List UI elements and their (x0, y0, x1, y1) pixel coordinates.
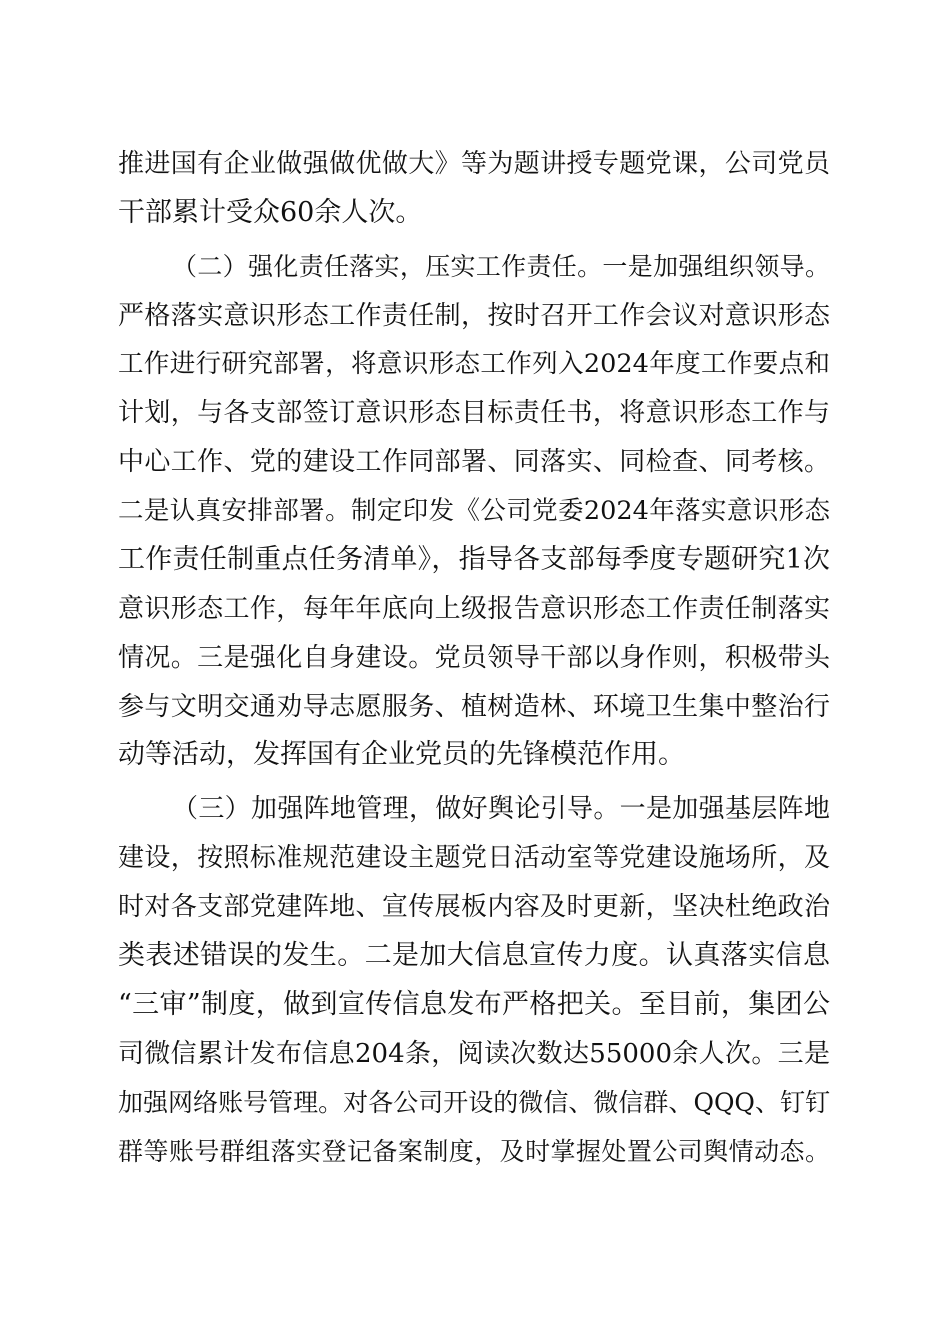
body-line: 推进国有企业做强做优做大》等为题讲授专题党课，公司党员 (118, 149, 830, 179)
body-line: 意识形态工作，每年年底向上级报告意识形态工作责任制落实 (118, 594, 830, 624)
section-heading-line: （二）强化责任落实，压实工作责任。一是加强组织领导。 (172, 252, 830, 281)
body-line: 类表述错误的发生。二是加大信息宣传力度。认真落实信息 (118, 940, 830, 971)
body-line: 工作责任制重点任务清单》，指导各支部每季度专题研究1次 (118, 544, 830, 575)
section-heading-line: （三）加强阵地管理，做好舆论引导。一是加强基层阵地 (172, 794, 830, 824)
body-line: 建设，按照标准规范建设主题党日活动室等党建设施场所，及 (118, 843, 830, 873)
body-line: “三审”制度，做到宣传信息发布严格把关。至目前，集团公 (118, 989, 830, 1020)
body-line: 严格落实意识形态工作责任制，按时召开工作会议对意识形态 (118, 301, 830, 331)
body-line: 时对各支部党建阵地、宣传展板内容及时更新，坚决杜绝政治 (118, 892, 830, 922)
body-line: 司微信累计发布信息204条，阅读次数达55000余人次。三是 (118, 1039, 830, 1069)
body-line: 工作进行研究部署，将意识形态工作列入2024年度工作要点和 (118, 349, 830, 379)
body-line: 情况。三是强化自身建设。党员领导干部以身作则，积极带头 (118, 643, 830, 673)
body-line: 动等活动，发挥国有企业党员的先锋模范作用。 (118, 739, 685, 770)
body-line: 参与文明交通劝导志愿服务、植树造林、环境卫生集中整治行 (118, 692, 830, 722)
body-line: 计划，与各支部签订意识形态目标责任书，将意识形态工作与 (118, 398, 830, 428)
body-line: 中心工作、党的建设工作同部署、同落实、同检查、同考核。 (118, 447, 830, 477)
body-line: 二是认真安排部署。制定印发《公司党委2024年落实意识形态 (118, 496, 830, 526)
body-line: 群等账号群组落实登记备案制度，及时掌握处置公司舆情动态。 (118, 1137, 830, 1166)
body-line: 干部累计受众60余人次。 (118, 197, 423, 228)
body-line: 加强网络账号管理。对各公司开设的微信、微信群、QQQ、钉钉 (118, 1088, 830, 1117)
